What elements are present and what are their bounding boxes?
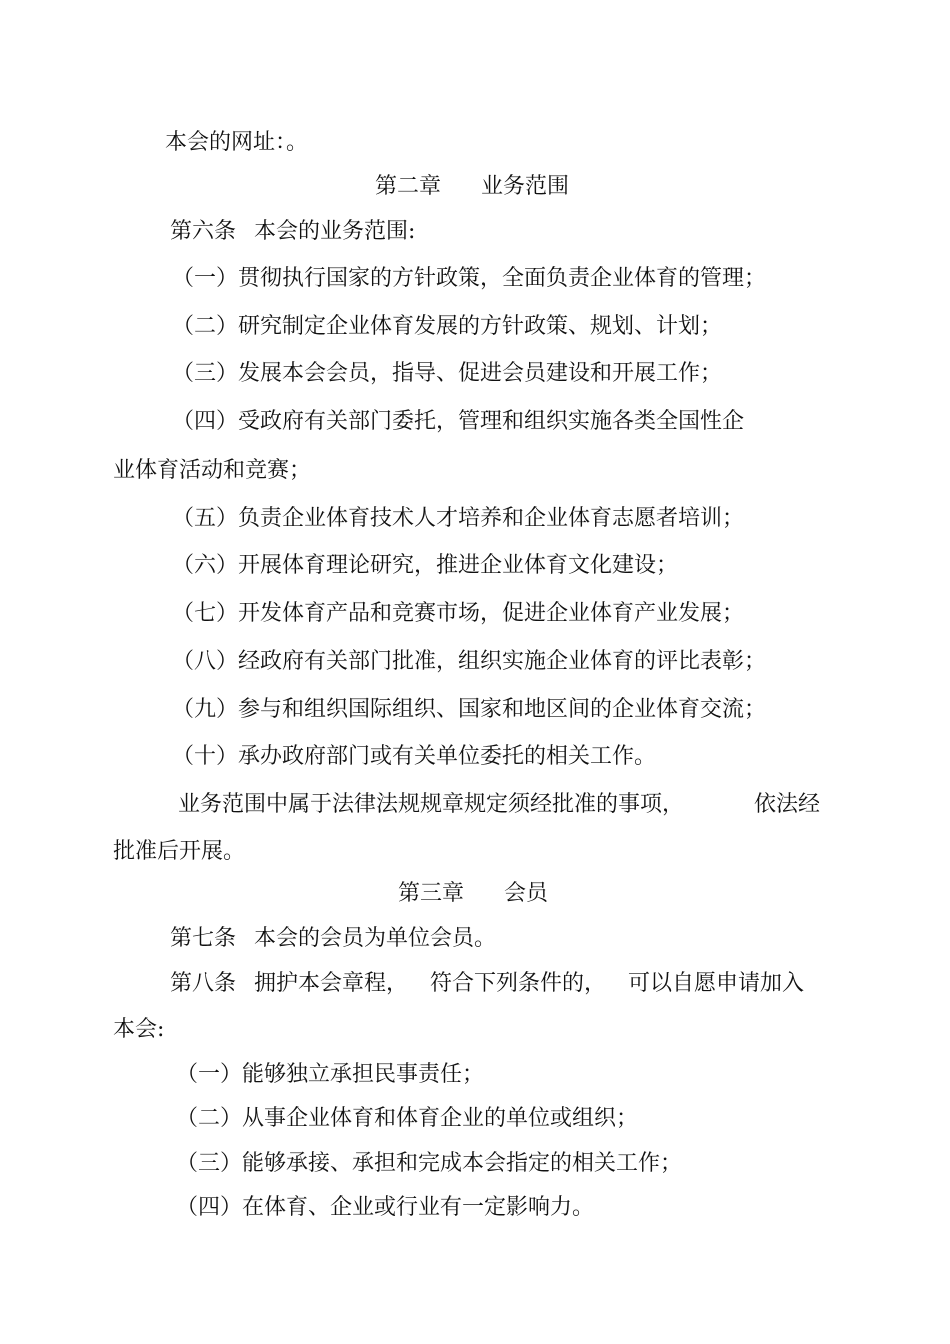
article-6-item-2: （二）研究制定企业体育发展的方针政策、规划、计划； <box>172 314 723 339</box>
article-6-item-7: （七）开发体育产品和竞赛市场，促进企业体育产业发展； <box>172 601 745 626</box>
article-8-item-4: （四）在体育、企业或行业有一定影响力。 <box>176 1195 595 1220</box>
article-6-item-6: （六）开展体育理论研究，推进企业体育文化建设； <box>172 553 679 578</box>
article-8-heading: 第八条 <box>170 971 237 996</box>
article-6-note-line1 <box>178 791 820 819</box>
article-6-note-part2: 依法经 <box>754 792 821 817</box>
article-6-line <box>170 218 415 246</box>
article-8-text-part1: 拥护本会章程， <box>254 971 409 996</box>
article-8-text-part2: 符合下列条件的， <box>430 971 607 996</box>
article-8-text-part3: 可以自愿申请加入 <box>628 971 805 996</box>
article-8-line <box>170 970 804 998</box>
article-8-item-3: （三）能够承接、承担和完成本会指定的相关工作； <box>176 1151 683 1176</box>
article-7-line <box>170 925 496 953</box>
article-6-item-5: （五）负责企业体育技术人才培养和企业体育志愿者培训； <box>172 506 745 531</box>
chapter-2-heading <box>375 173 569 201</box>
chapter-3-title: 会员 <box>504 881 549 906</box>
article-8-line-cont: 本会: <box>113 1017 165 1042</box>
article-6-item-3: （三）发展本会会员，指导、促进会员建设和开展工作； <box>172 361 723 386</box>
article-6-item-10: （十）承办政府部门或有关单位委托的相关工作。 <box>172 744 657 769</box>
article-7-text: 本会的会员为单位会员。 <box>254 926 497 951</box>
article-8-item-1: （一）能够独立承担民事责任； <box>176 1062 485 1087</box>
website-line: 本会的网址：。 <box>165 130 309 155</box>
article-6-item-4: （四）受政府有关部门委托，管理和组织实施各类全国性企 <box>172 409 745 434</box>
chapter-2-title: 业务范围 <box>481 174 570 199</box>
chapter-3-heading <box>398 880 548 908</box>
article-6-item-1: （一）贯彻执行国家的方针政策，全面负责企业体育的管理； <box>172 266 767 291</box>
article-6-heading: 第六条 <box>170 219 237 244</box>
article-6-text: 本会的业务范围: <box>254 219 416 244</box>
article-6-note-part1: 业务范围中属于法律法规规章规定须经批准的事项， <box>178 792 685 817</box>
article-8-item-2: （二）从事企业体育和体育企业的单位或组织； <box>176 1106 639 1131</box>
article-6-item-9: （九）参与和组织国际组织、国家和地区间的企业体育交流； <box>172 697 767 722</box>
article-6-item-4-cont: 业体育活动和竞赛； <box>113 458 312 483</box>
chapter-2-number: 第二章 <box>375 174 442 199</box>
article-7-heading: 第七条 <box>170 926 237 951</box>
chapter-3-number: 第三章 <box>398 881 465 906</box>
article-6-item-8: （八）经政府有关部门批准，组织实施企业体育的评比表彰； <box>172 649 767 674</box>
article-6-note-line2: 批准后开展。 <box>113 839 246 864</box>
